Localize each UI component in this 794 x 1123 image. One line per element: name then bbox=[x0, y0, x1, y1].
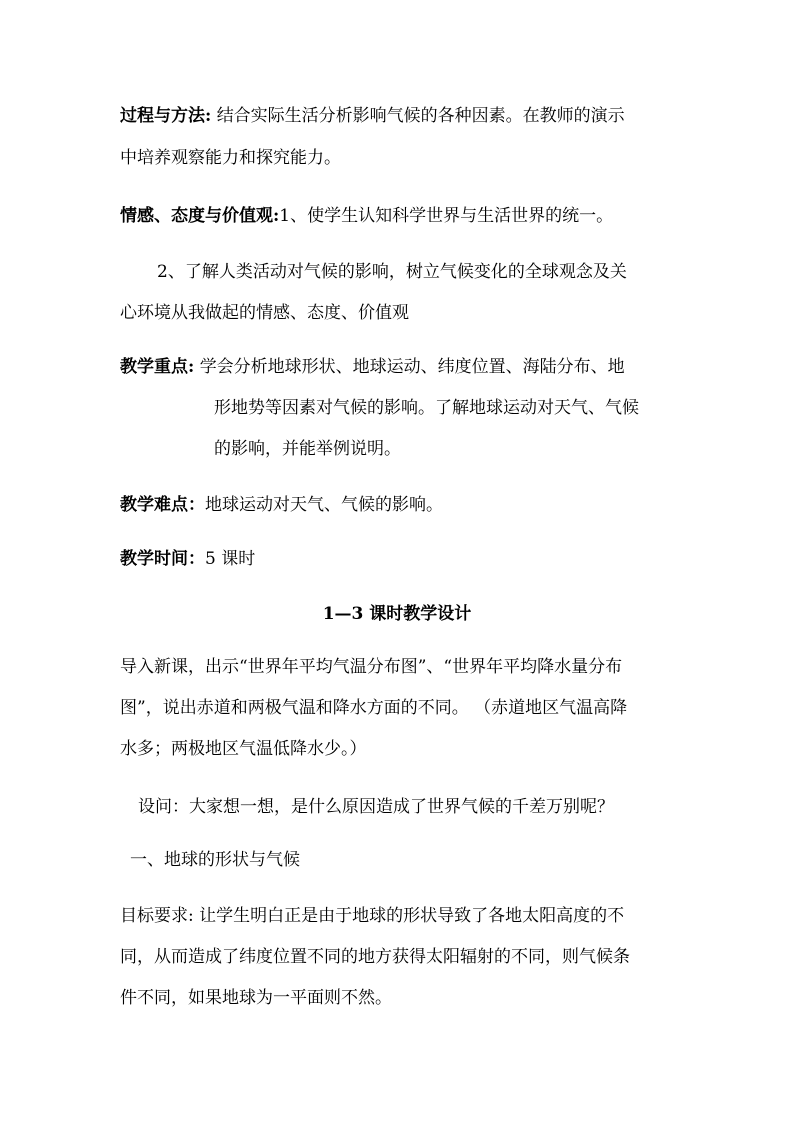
emotion-item2-line1: 2、了解人类活动对气候的影响，树立气候变化的全球观念及关 bbox=[157, 262, 627, 282]
emotion-item2-line2: 心环境从我做起的情感、态度、价值观 bbox=[120, 303, 409, 323]
emotion-label: 情感、态度与价值观: bbox=[120, 206, 280, 226]
goal-text1: 让学生明白正是由于地球的形状导致了各地太阳高度的不 bbox=[199, 906, 625, 926]
emotion-line1 bbox=[120, 205, 613, 227]
key-points-label: 教学重点: bbox=[120, 357, 195, 377]
goal-line3: 件不同，如果地球为一平面则不然。 bbox=[120, 988, 392, 1008]
intro-line2: 图”，说出赤道和两极气温和降水方面的不同。 （赤道地区气温高降 bbox=[120, 698, 628, 718]
heading-earth-shape: 一、地球的形状与气候 bbox=[130, 850, 300, 870]
goal-label: 目标要求: bbox=[120, 906, 194, 926]
process-method-label: 过程与方法: bbox=[120, 106, 212, 126]
key-points-line2: 形地势等因素对气候的影响。了解地球运动对天气、气候 bbox=[214, 398, 639, 418]
process-method-line2: 中培养观察能力和探究能力。 bbox=[120, 148, 341, 168]
intro-line3: 水多；两极地区气温低降水少。） bbox=[120, 739, 367, 759]
goal-line2: 同，从而造成了纬度位置不同的地方获得太阳辐射的不同，则气候条 bbox=[120, 947, 630, 967]
difficulty-label: 教学难点： bbox=[120, 495, 205, 515]
difficulty-text: 地球运动对天气、气候的影响。 bbox=[205, 495, 443, 515]
emotion-item1: 1、使学生认知科学世界与生活世界的统一。 bbox=[279, 206, 614, 226]
key-points-line1 bbox=[120, 356, 625, 378]
key-points-text1: 学会分析地球形状、地球运动、纬度位置、海陆分布、地 bbox=[199, 357, 625, 377]
teaching-time-line bbox=[120, 548, 255, 570]
key-points-line3: 的影响，并能举例说明。 bbox=[214, 439, 401, 459]
question-line: 设问：大家想一想，是什么原因造成了世界气候的千差万别呢？ bbox=[138, 797, 614, 817]
teaching-time-text: 5 课时 bbox=[205, 549, 256, 569]
teaching-time-label: 教学时间： bbox=[120, 549, 205, 569]
section-title: 1—3 课时教学设计 bbox=[322, 604, 472, 624]
goal-line1 bbox=[120, 905, 624, 927]
process-method-line1 bbox=[120, 105, 625, 127]
difficulty-line bbox=[120, 494, 443, 516]
process-method-text: 结合实际生活分析影响气候的各种因素。在教师的演示 bbox=[216, 106, 625, 126]
intro-line1: 导入新课，出示“世界年平均气温分布图”、“世界年平均降水量分布 bbox=[120, 657, 623, 677]
